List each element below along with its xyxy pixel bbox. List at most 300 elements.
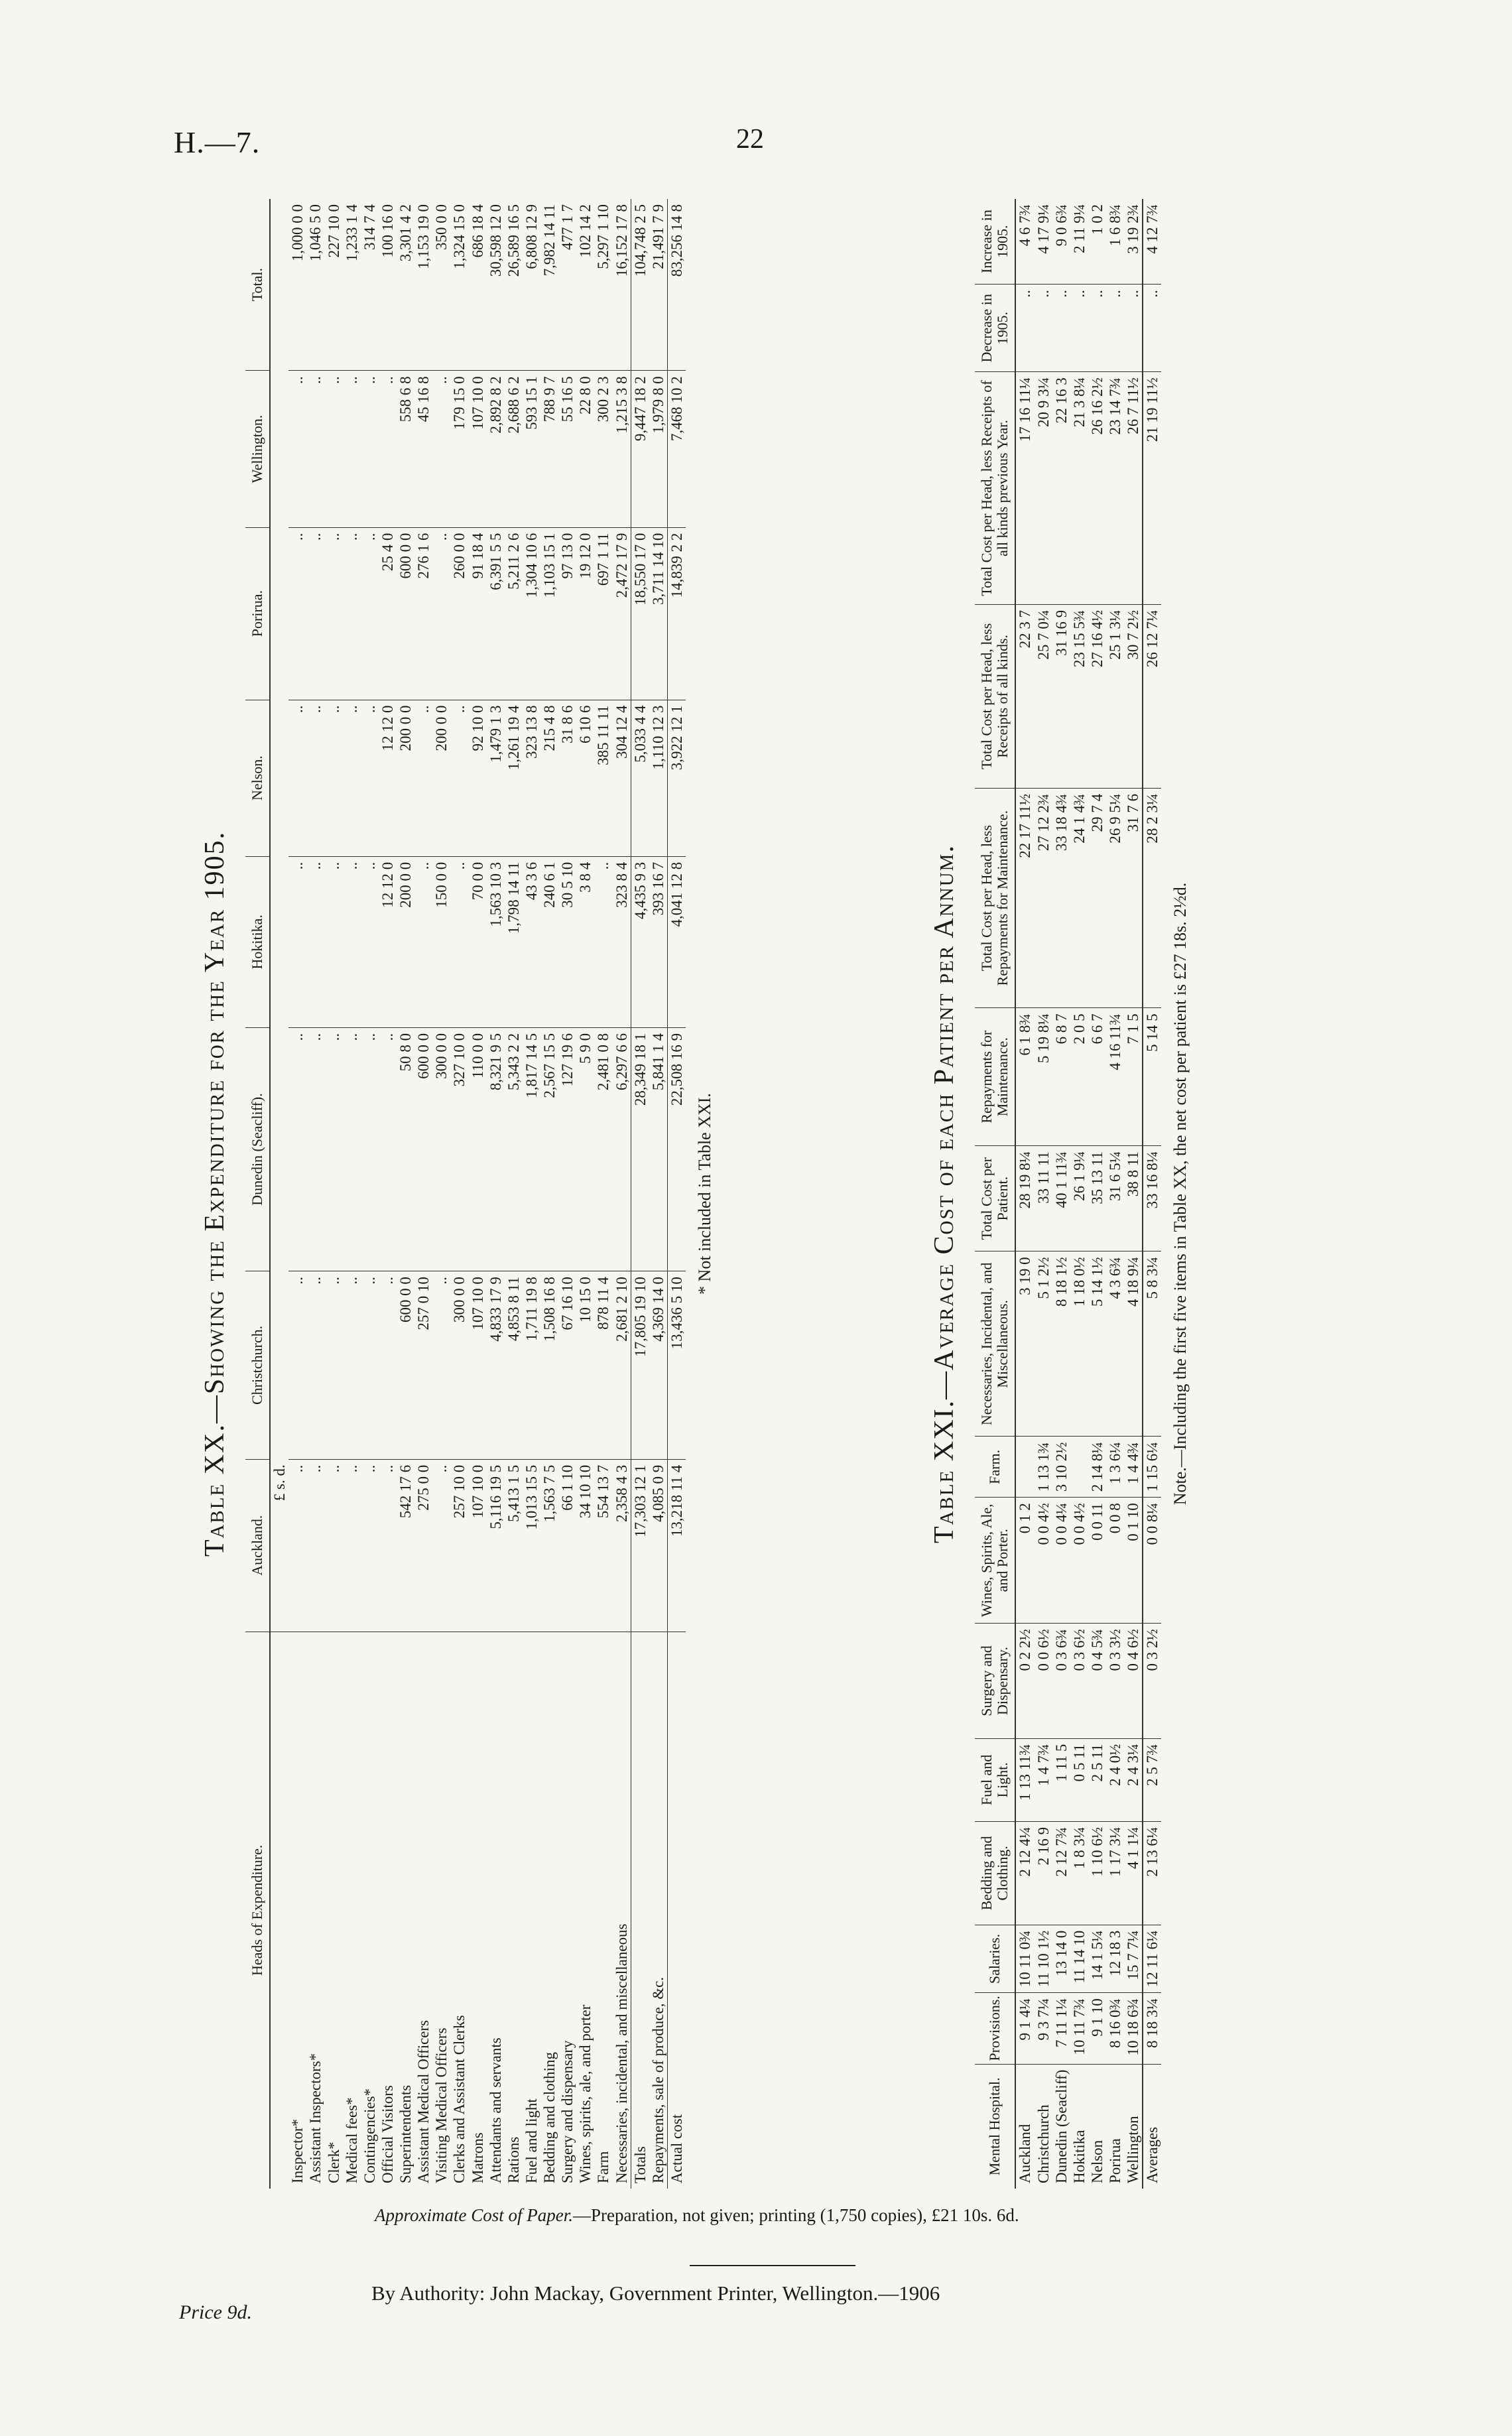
cell-value: 5,116 19 5 <box>487 1459 505 1632</box>
cell-value: 22 8 0 <box>576 371 594 527</box>
column-header: Wines, Spirits, Ale, and Porter. <box>975 1498 1015 1624</box>
cell-value: .. <box>1088 285 1106 372</box>
cell-value: 12 12 0 <box>379 700 397 856</box>
cell-value: 7,468 10 2 <box>667 371 686 527</box>
cell-value: 240 6 1 <box>540 856 558 1027</box>
cell-value: .. <box>343 1027 361 1271</box>
cell-value: 2 12 7¾ <box>1052 1821 1070 1925</box>
table-row <box>414 199 432 2189</box>
row-label: Assistant Medical Officers <box>415 2019 432 2183</box>
cell-value: 16,152 17 8 <box>613 199 631 371</box>
cell-value: 6 8 7 <box>1052 1008 1070 1146</box>
cell-value: 4 6 7¾ <box>1015 199 1034 285</box>
cell-value: 2 11 9¼ <box>1070 199 1088 285</box>
cell-value: .. <box>1124 285 1143 372</box>
cell-value: .. <box>343 700 361 856</box>
table-row <box>1143 199 1161 2189</box>
cell-value: 0 0 8 <box>1106 1498 1124 1624</box>
cell-value: 4,041 12 8 <box>667 856 686 1027</box>
cell-value: 31 6 5¼ <box>1106 1146 1124 1251</box>
cell-value: 304 12 4 <box>613 700 631 856</box>
cell-value: 31 7 6 <box>1124 788 1143 1007</box>
cell-value: 300 2 3 <box>594 371 612 527</box>
cell-value: .. <box>306 1271 324 1460</box>
table-xxi-title <box>928 199 960 2189</box>
cell-value: 20 9 3¼ <box>1035 372 1052 605</box>
row-label: Matrons <box>469 2132 486 2183</box>
cell-value: 323 8 4 <box>613 856 631 1027</box>
table-row <box>558 199 576 2189</box>
table-row <box>469 199 487 2189</box>
table-row <box>594 199 612 2189</box>
cell-value: 0 0 4¼ <box>1052 1498 1070 1624</box>
table-xxi-title-rest: —Average Cost of each Patient per Annum. <box>929 844 960 1399</box>
cell-value: .. <box>450 856 468 1027</box>
cell-value: .. <box>325 527 343 700</box>
cell-value: 5 8 3¼ <box>1143 1251 1161 1437</box>
cell-value: .. <box>306 527 324 700</box>
page-reference: H.—7. <box>174 125 261 159</box>
cell-value: 11 10 1½ <box>1035 1925 1052 1992</box>
cell-value: .. <box>288 527 306 700</box>
cell-value: 21 3 8¼ <box>1070 372 1088 605</box>
row-label: Necessaries, incidental, and miscellaneous <box>613 1923 630 2183</box>
cell-value: 7 11 1¼ <box>1052 1993 1070 2064</box>
cell-value: 4 17 9¼ <box>1035 199 1052 285</box>
cell-value: 0 0 6½ <box>1035 1624 1052 1738</box>
cell-value: 5,841 1 4 <box>649 1027 668 1271</box>
cell-value: 788 9 7 <box>540 371 558 527</box>
cell-value: 0 1 2 <box>1015 1498 1034 1624</box>
cell-value: 6,808 12 9 <box>523 199 540 371</box>
cell-value: .. <box>361 856 379 1027</box>
cell-value: 2 5 11 <box>1088 1738 1106 1821</box>
table-row <box>613 199 631 2189</box>
cell-value: 45 16 8 <box>414 371 432 527</box>
row-label: Surgery and dispensary <box>559 2040 576 2183</box>
cell-value: 3,301 4 2 <box>397 199 414 371</box>
cell-value: 5,297 1 10 <box>594 199 612 371</box>
cell-value: 1 13 11¾ <box>1015 1738 1034 1821</box>
cell-value: 3 19 0 <box>1015 1251 1034 1437</box>
cell-value: 1,563 7 5 <box>540 1459 558 1632</box>
cell-value: .. <box>1070 285 1088 372</box>
table-row <box>631 199 649 2189</box>
cell-value: 0 2 2½ <box>1015 1624 1034 1738</box>
cell-value: .. <box>1143 285 1161 372</box>
cell-value: 1,979 8 0 <box>649 371 668 527</box>
table-row <box>1106 199 1124 2189</box>
row-label: Repayments, sale of produce, &c. <box>649 1976 666 2183</box>
cell-value: 275 0 0 <box>414 1459 432 1632</box>
cell-value: 3 10 2½ <box>1052 1437 1070 1498</box>
cell-value: 28 2 3¼ <box>1143 788 1161 1007</box>
cell-value: 1,000 0 0 <box>288 199 306 371</box>
cell-value: 18,550 17 0 <box>631 527 649 700</box>
row-label: Rations <box>505 2136 522 2183</box>
cell-value: 19 12 0 <box>576 527 594 700</box>
row-label: Hokitika <box>1070 2130 1088 2183</box>
column-header: Fuel and Light. <box>975 1738 1015 1821</box>
table-xx-header <box>245 199 270 2189</box>
cell-value: 542 17 6 <box>397 1459 414 1632</box>
table-row <box>505 199 523 2189</box>
cell-value: .. <box>450 700 468 856</box>
cell-value <box>1015 1437 1034 1498</box>
cell-value: 5 1 2½ <box>1035 1251 1052 1437</box>
table-xx <box>245 199 686 2189</box>
cell-value: .. <box>343 856 361 1027</box>
cell-value: 9 1 10 <box>1088 1993 1106 2064</box>
table-xx-title <box>199 199 231 2189</box>
cell-value: 300 0 0 <box>432 1027 450 1271</box>
cell-value: 150 0 0 <box>432 856 450 1027</box>
cell-value: 12 18 3 <box>1106 1925 1124 1992</box>
cell-value: 11 14 10 <box>1070 1925 1088 1992</box>
cell-value: .. <box>306 1459 324 1632</box>
cell-value: 33 11 11 <box>1035 1146 1052 1251</box>
printer-authority: By Authority: John Mackay, Government Printer, Wellington.—1906 <box>371 2281 940 2305</box>
cell-value: 30,598 12 0 <box>487 199 505 371</box>
table-row <box>1088 199 1106 2189</box>
cell-value: 600 0 0 <box>397 1271 414 1460</box>
cell-value: 200 0 0 <box>397 856 414 1027</box>
cell-value: 5,343 2 2 <box>505 1027 523 1271</box>
table-xx-units-row <box>270 199 288 2189</box>
cell-value: 6,297 6 6 <box>613 1027 631 1271</box>
cell-value: 2,688 6 2 <box>505 371 523 527</box>
cell-value: 1,013 15 5 <box>523 1459 540 1632</box>
cell-value: 2 12 4¼ <box>1015 1821 1034 1925</box>
cell-value: 393 16 7 <box>649 856 668 1027</box>
cell-value: 29 7 4 <box>1088 788 1106 1007</box>
cell-value: 4 1 1¼ <box>1124 1821 1143 1925</box>
table-row <box>361 199 379 2189</box>
cell-value: 1,563 10 3 <box>487 856 505 1027</box>
cell-value: 385 11 11 <box>594 700 612 856</box>
table-row <box>667 199 686 2189</box>
cell-value: 2 4 0½ <box>1106 1738 1124 1821</box>
cell-value: 2 4 3¼ <box>1124 1738 1143 1821</box>
cell-value: 22 17 11½ <box>1015 788 1034 1007</box>
table-xxi-title-prefix: Table XXI. <box>929 1399 960 1543</box>
table-row <box>432 199 450 2189</box>
cell-value: .. <box>379 1459 397 1632</box>
cell-value: 0 0 4½ <box>1035 1498 1052 1624</box>
table-row <box>576 199 594 2189</box>
cell-value: 15 7 7¼ <box>1124 1925 1143 1992</box>
cell-value: 9 0 6¾ <box>1052 199 1070 285</box>
cell-value: .. <box>306 856 324 1027</box>
cell-value: 1 11 5 <box>1052 1738 1070 1821</box>
row-label: Contingencies* <box>361 2088 378 2183</box>
row-label: Visiting Medical Officers <box>433 2027 450 2183</box>
cell-value: 200 0 0 <box>432 700 450 856</box>
table-row <box>487 199 505 2189</box>
table-xx-section <box>199 199 875 2189</box>
cell-value: .. <box>361 1459 379 1632</box>
table-xxi-body <box>1015 199 1161 2189</box>
table-row <box>1052 199 1070 2189</box>
cell-value: 593 15 1 <box>523 371 540 527</box>
cell-value: 8,321 9 5 <box>487 1027 505 1271</box>
column-header: Bedding and Clothing. <box>975 1821 1015 1925</box>
cell-value: .. <box>361 371 379 527</box>
cell-value: 5 14 1½ <box>1088 1251 1106 1437</box>
cell-value: .. <box>1035 285 1052 372</box>
table-row <box>1035 199 1052 2189</box>
cell-value: 1 4 4¾ <box>1124 1437 1143 1498</box>
cell-value: 23 14 7¾ <box>1106 372 1124 605</box>
row-label: Bedding and clothing <box>541 2051 558 2183</box>
table-row <box>1124 199 1143 2189</box>
cell-value: 2 14 8¼ <box>1088 1437 1106 1498</box>
cell-value: 260 0 0 <box>450 527 468 700</box>
cell-value: 2,567 15 5 <box>540 1027 558 1271</box>
cell-value: 200 0 0 <box>397 700 414 856</box>
cell-value: 1 17 3¼ <box>1106 1821 1124 1925</box>
table-row <box>306 199 324 2189</box>
units-label: £ s. d. <box>270 1459 288 1632</box>
cell-value: 0 0 4½ <box>1070 1498 1088 1624</box>
cell-value: 1 18 0½ <box>1070 1251 1088 1437</box>
cell-value: .. <box>432 527 450 700</box>
cell-value: 30 7 2½ <box>1124 604 1143 788</box>
cell-value: 33 18 4¾ <box>1052 788 1070 1007</box>
column-header: Wellington. <box>245 371 270 527</box>
cell-value: 5,211 2 6 <box>505 527 523 700</box>
cell-value: 23 15 5¾ <box>1070 604 1088 788</box>
column-header: Surgery and Dispensary. <box>975 1624 1015 1738</box>
cell-value: 22 16 3 <box>1052 372 1070 605</box>
column-header: Total Cost per Head, less Receipts of all kinds previous Year. <box>975 372 1015 605</box>
cell-value: 17,805 19 10 <box>631 1271 649 1460</box>
cell-value: .. <box>306 1027 324 1271</box>
cell-value: .. <box>288 1027 306 1271</box>
cell-value: 26 12 7¼ <box>1143 604 1161 788</box>
cell-value: 0 5 11 <box>1070 1738 1088 1821</box>
cell-value: .. <box>379 1027 397 1271</box>
cell-value: 21,491 7 9 <box>649 199 668 371</box>
cell-value: 4 12 7¾ <box>1143 199 1161 285</box>
page-number: 22 <box>736 124 764 155</box>
cell-value: .. <box>343 371 361 527</box>
cell-value: 6 10 6 <box>576 700 594 856</box>
cell-value: 66 1 10 <box>558 1459 576 1632</box>
cell-value: 1,798 14 11 <box>505 856 523 1027</box>
cell-value: 17 16 11¼ <box>1015 372 1034 605</box>
cell-value: 1,215 3 8 <box>613 371 631 527</box>
cell-value: .. <box>288 371 306 527</box>
cell-value: 600 0 0 <box>414 1027 432 1271</box>
table-xxi-section <box>928 199 1406 2189</box>
cell-value: 26,589 16 5 <box>505 199 523 371</box>
cell-value: 5 19 8¼ <box>1035 1008 1052 1146</box>
cell-value: 67 16 10 <box>558 1271 576 1460</box>
cell-value: 30 5 10 <box>558 856 576 1027</box>
cell-value: 257 10 0 <box>450 1459 468 1632</box>
cell-value: .. <box>325 856 343 1027</box>
cell-value: 6 1 8¾ <box>1015 1008 1034 1146</box>
cell-value: 14,839 2 2 <box>667 527 686 700</box>
cell-value: 686 18 4 <box>469 199 487 371</box>
paper-cost-line <box>375 2205 1019 2226</box>
cell-value: 4,369 14 0 <box>649 1271 668 1460</box>
cell-value: 300 0 0 <box>450 1271 468 1460</box>
cell-value: .. <box>361 1271 379 1460</box>
paper-cost-text: —Preparation, not given; printing (1,750 copies), £21 10s. 6d. <box>572 2205 1019 2225</box>
cell-value: 33 16 8¼ <box>1143 1146 1161 1251</box>
cell-value: 1 0 2 <box>1088 199 1106 285</box>
cell-value: .. <box>343 1271 361 1460</box>
column-header: Heads of Expenditure. <box>245 1632 270 2189</box>
cell-value: 10 18 6¾ <box>1124 1993 1143 2064</box>
cell-value: 4 3 6¾ <box>1106 1251 1124 1437</box>
cell-value: 26 7 11½ <box>1124 372 1143 605</box>
cell-value: 697 1 11 <box>594 527 612 700</box>
row-label: Wines, spirits, ale, and porter <box>577 2004 594 2183</box>
cell-value: 27 16 4½ <box>1088 604 1106 788</box>
cell-value: 0 0 11 <box>1088 1498 1106 1624</box>
cell-value: 2,892 8 2 <box>487 371 505 527</box>
cell-value: .. <box>325 1459 343 1632</box>
cell-value: 0 4 6½ <box>1124 1624 1143 1738</box>
table-xxi-note: Note.—Including the first five items in Table XX, the net cost per patient is £27 18s. 2½d. <box>1170 882 1190 1506</box>
column-header: Mental Hospital. <box>975 2064 1015 2189</box>
cell-value: 1,817 14 5 <box>523 1027 540 1271</box>
cell-value: 2,358 4 3 <box>613 1459 631 1632</box>
cell-value: 1 13 1¾ <box>1035 1437 1052 1498</box>
cell-value: 5,033 4 4 <box>631 700 649 856</box>
cell-value: 9 1 4¼ <box>1015 1993 1034 2064</box>
cell-value: 0 0 8¼ <box>1143 1498 1161 1624</box>
cell-value: 276 1 6 <box>414 527 432 700</box>
cell-value: 1,103 15 1 <box>540 527 558 700</box>
cell-value: .. <box>1052 285 1070 372</box>
cell-value: 127 19 6 <box>558 1027 576 1271</box>
row-label: Christchurch <box>1035 2104 1052 2183</box>
row-label: Fuel and light <box>523 2098 540 2183</box>
row-label: Superintendents <box>397 2084 414 2183</box>
cell-value: 92 10 0 <box>469 700 487 856</box>
row-label: Averages <box>1143 2064 1161 2189</box>
cell-value: 2,481 0 8 <box>594 1027 612 1271</box>
table-row <box>450 199 468 2189</box>
table-row <box>288 199 306 2189</box>
cell-value: 8 16 0¾ <box>1106 1993 1124 2064</box>
table-row <box>325 199 343 2189</box>
cell-value: 5 9 0 <box>576 1027 594 1271</box>
cell-value: 40 1 11¾ <box>1052 1146 1070 1251</box>
cell-value: 0 1 10 <box>1124 1498 1143 1624</box>
cell-value: .. <box>432 1271 450 1460</box>
cell-value: 1 8 3¼ <box>1070 1821 1088 1925</box>
cell-value: 107 10 0 <box>469 1271 487 1460</box>
cell-value: 8 18 3¼ <box>1143 1993 1161 2064</box>
cell-value: 9 3 7¼ <box>1035 1993 1052 2064</box>
cell-value: 1,046 5 0 <box>306 199 324 371</box>
row-label: Official Visitors <box>379 2085 396 2183</box>
row-label: Wellington <box>1125 2116 1142 2183</box>
cell-value: 2 0 5 <box>1070 1008 1088 1146</box>
cell-value: 5 14 5 <box>1143 1008 1161 1146</box>
table-row <box>523 199 540 2189</box>
column-header: Farm. <box>975 1437 1015 1498</box>
cell-value: 31 16 9 <box>1052 604 1070 788</box>
cell-value: 34 10 10 <box>576 1459 594 1632</box>
cell-value: 97 13 0 <box>558 527 576 700</box>
cell-value: 55 16 5 <box>558 371 576 527</box>
cell-value: 102 14 2 <box>576 199 594 371</box>
cell-value: 91 18 4 <box>469 527 487 700</box>
cell-value: 104,748 2 5 <box>631 199 649 371</box>
cell-value: 10 11 0¾ <box>1015 1925 1034 1992</box>
row-label: Assistant Inspectors* <box>307 2053 324 2183</box>
cell-value: .. <box>288 856 306 1027</box>
cell-value: .. <box>1106 285 1124 372</box>
cell-value: 1,110 12 3 <box>649 700 668 856</box>
cell-value: 2,681 2 10 <box>613 1271 631 1460</box>
cell-value: .. <box>288 700 306 856</box>
cell-value: 4,833 17 9 <box>487 1271 505 1460</box>
table-row <box>649 199 668 2189</box>
row-label: Totals <box>631 1632 649 2189</box>
column-header: Decrease in 1905. <box>975 285 1015 372</box>
cell-value: 110 0 0 <box>469 1027 487 1271</box>
cell-value: 22 3 7 <box>1015 604 1034 788</box>
cell-value: 8 18 1½ <box>1052 1251 1070 1437</box>
cell-value: 13 14 0 <box>1052 1925 1070 1992</box>
paper-cost-label: Approximate Cost of Paper. <box>375 2205 573 2225</box>
cell-value: 50 8 0 <box>397 1027 414 1271</box>
column-header: Repayments for Maintenance. <box>975 1008 1015 1146</box>
table-xxi <box>975 199 1161 2189</box>
column-header: Nelson. <box>245 700 270 856</box>
cell-value: 26 16 2½ <box>1088 372 1106 605</box>
cell-value: .. <box>325 700 343 856</box>
cell-value: 0 4 5¾ <box>1088 1624 1106 1738</box>
cell-value: 1 6 8¾ <box>1106 199 1124 285</box>
column-header: Necessaries, Incidental, and Miscellaneous. <box>975 1251 1015 1437</box>
table-xx-body <box>288 199 686 2189</box>
cell-value: 558 6 8 <box>397 371 414 527</box>
cell-value: .. <box>361 1027 379 1271</box>
cell-value: 179 15 0 <box>450 371 468 527</box>
cell-value: 2 13 6¼ <box>1143 1821 1161 1925</box>
row-label: Medical fees* <box>343 2097 360 2183</box>
cell-value: 26 1 9¼ <box>1070 1146 1088 1251</box>
cell-value: .. <box>343 1459 361 1632</box>
cell-value: 7 1 5 <box>1124 1008 1143 1146</box>
cell-value: 2 16 9 <box>1035 1821 1052 1925</box>
cell-value: 215 4 8 <box>540 700 558 856</box>
cell-value: 107 10 0 <box>469 1459 487 1632</box>
cell-value: .. <box>361 527 379 700</box>
cell-value: 70 0 0 <box>469 856 487 1027</box>
cell-value <box>1070 1437 1088 1498</box>
cell-value: 0 3 2½ <box>1143 1624 1161 1738</box>
column-header: Total Cost per Head, less Receipts of all kinds. <box>975 604 1015 788</box>
cell-value: .. <box>432 1459 450 1632</box>
cell-value: 21 19 11½ <box>1143 372 1161 605</box>
cell-value: 4,085 0 9 <box>649 1459 668 1632</box>
column-header: Christchurch. <box>245 1271 270 1460</box>
cell-value: .. <box>414 856 432 1027</box>
price-label: Price 9d. <box>179 2301 252 2323</box>
cell-value: .. <box>288 1271 306 1460</box>
table-row <box>1070 199 1088 2189</box>
cell-value: 83,256 14 8 <box>667 199 686 371</box>
